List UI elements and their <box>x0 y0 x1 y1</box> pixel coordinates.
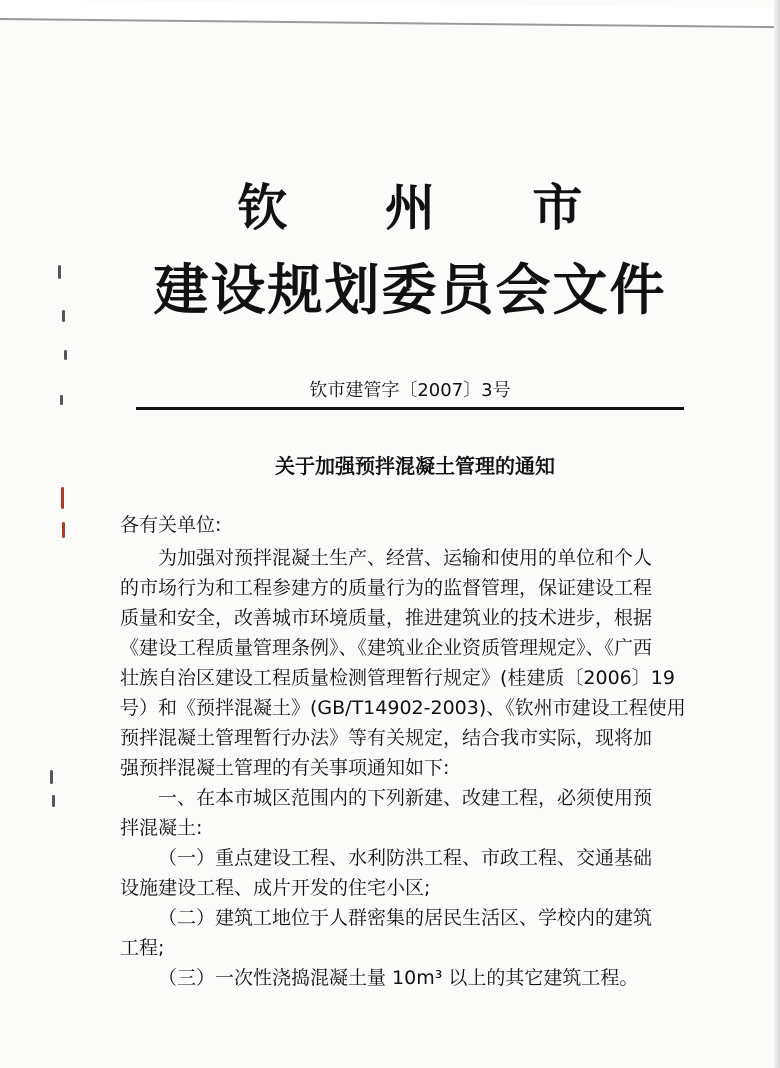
scanned-page-top-edge <box>0 0 780 28</box>
scanned-page-right-edge <box>774 0 780 1068</box>
notice-body <box>120 543 710 993</box>
binding-hole-mark <box>61 487 64 509</box>
body-line: 强预拌混凝土管理的有关事项通知如下: <box>120 757 450 779</box>
body-line: 预拌混凝土管理暂行办法》等有关规定，结合我市实际，现将加 <box>120 727 653 749</box>
body-line: （三）一次性浇捣混凝土量 10m³ 以上的其它建筑工程。 <box>158 967 639 989</box>
binding-hole-mark <box>50 770 53 784</box>
body-line: 质量和安全，改善城市环境质量，推进建筑业的技术进步，根据 <box>120 607 653 629</box>
header-divider-rule <box>136 407 684 410</box>
body-line: 的市场行为和工程参建方的质量行为的监督管理，保证建设工程 <box>120 577 653 599</box>
body-line: 为加强对预拌混凝土生产、经营、运输和使用的单位和个人 <box>158 547 653 569</box>
salutation: 各有关单位: <box>120 514 222 536</box>
notice-title: 关于加强预拌混凝土管理的通知 <box>275 454 555 478</box>
body-line: （二）建筑工地位于人群密集的居民生活区、学校内的建筑 <box>158 907 653 929</box>
binding-hole-mark <box>64 350 67 360</box>
body-line: 号）和《预拌混凝土》(GB/T14902-2003)、《钦州市建设工程使用 <box>120 697 686 719</box>
binding-hole-mark <box>62 522 65 538</box>
body-line: 一、在本市城区范围内的下列新建、改建工程，必须使用预 <box>158 787 653 809</box>
binding-hole-mark <box>52 795 55 807</box>
document-number: 钦市建管字〔2007〕3号 <box>309 380 511 401</box>
issuing-city: 钦 州 市 <box>237 178 623 237</box>
body-line: 壮族自治区建设工程质量检测管理暂行规定》(桂建质〔2006〕19 <box>120 667 675 689</box>
body-line: （一）重点建设工程、水利防洪工程、市政工程、交通基础 <box>158 847 653 869</box>
body-line: 设施建设工程、成片开发的住宅小区; <box>120 877 431 899</box>
issuing-authority-title: 建设规划委员会文件 <box>153 257 667 322</box>
body-line: 拌混凝土: <box>120 817 203 839</box>
body-line: 《建设工程质量管理条例》、《建筑业企业资质管理规定》、《广西 <box>120 637 653 659</box>
body-line: 工程; <box>120 937 165 959</box>
